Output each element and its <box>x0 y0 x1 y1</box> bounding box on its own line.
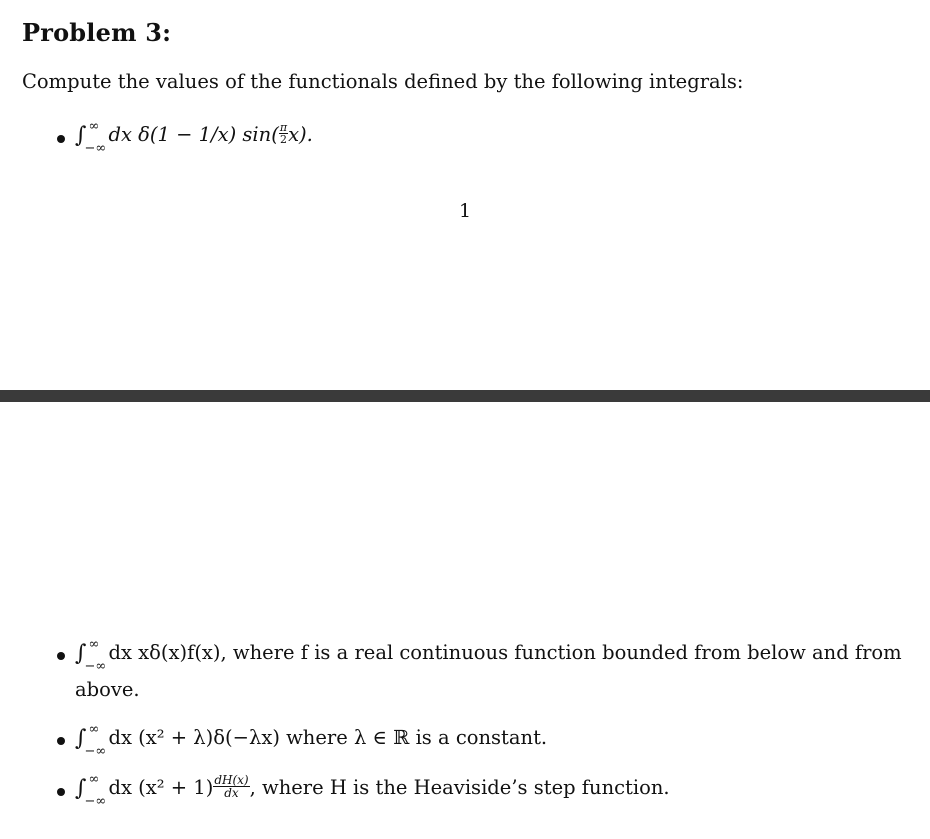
integrand-text: dx xδ(x)f(x), where f is a real continuous function bounded from below and from <box>108 641 902 664</box>
integral-item-4 <box>75 772 670 809</box>
fraction-numerator: dH(x) <box>214 773 249 787</box>
upper-limit: ∞ <box>88 637 100 652</box>
integrand-part: dx δ(1 − 1/x) sin( <box>108 123 279 146</box>
bullet-3 <box>57 737 65 745</box>
integrand-text: dx (x² + λ)δ(−λx) where λ ∈ ℝ is a constant. <box>108 726 548 749</box>
integrand-end: , where H is the Heaviside’s step function. <box>249 776 670 799</box>
integral-sign: ∫ <box>75 641 87 666</box>
item-2-continuation: above. <box>75 678 140 701</box>
problem-title: Problem 3: <box>22 18 172 47</box>
fraction-numerator: π <box>279 121 288 134</box>
problem-intro: Compute the values of the functionals defined by the following integrals: <box>22 70 744 93</box>
bullet-2 <box>57 652 65 660</box>
integral-sign: ∫ <box>75 726 87 751</box>
fraction-denominator: 2 <box>279 133 287 146</box>
lower-limit: −∞ <box>84 141 107 156</box>
derivative-fraction <box>213 774 249 799</box>
integral-item-2 <box>75 637 902 674</box>
page-break-bar <box>0 390 930 402</box>
upper-limit: ∞ <box>88 119 100 134</box>
page-number: 1 <box>459 200 472 222</box>
upper-limit: ∞ <box>88 722 100 737</box>
fraction-denominator: dx <box>224 786 239 800</box>
integral-item-3 <box>75 722 548 759</box>
lower-limit: −∞ <box>84 744 107 759</box>
upper-limit: ∞ <box>88 772 100 787</box>
bullet-4 <box>57 788 65 796</box>
lower-limit: −∞ <box>84 794 107 809</box>
integrand-end: x). <box>288 123 313 146</box>
fraction <box>279 122 288 145</box>
integral-sign: ∫ <box>75 123 87 148</box>
integral-item-1 <box>75 119 313 156</box>
bullet-1 <box>57 135 65 143</box>
integrand-part: dx (x² + 1) <box>108 776 214 799</box>
lower-limit: −∞ <box>84 659 107 674</box>
integral-sign: ∫ <box>75 776 87 801</box>
